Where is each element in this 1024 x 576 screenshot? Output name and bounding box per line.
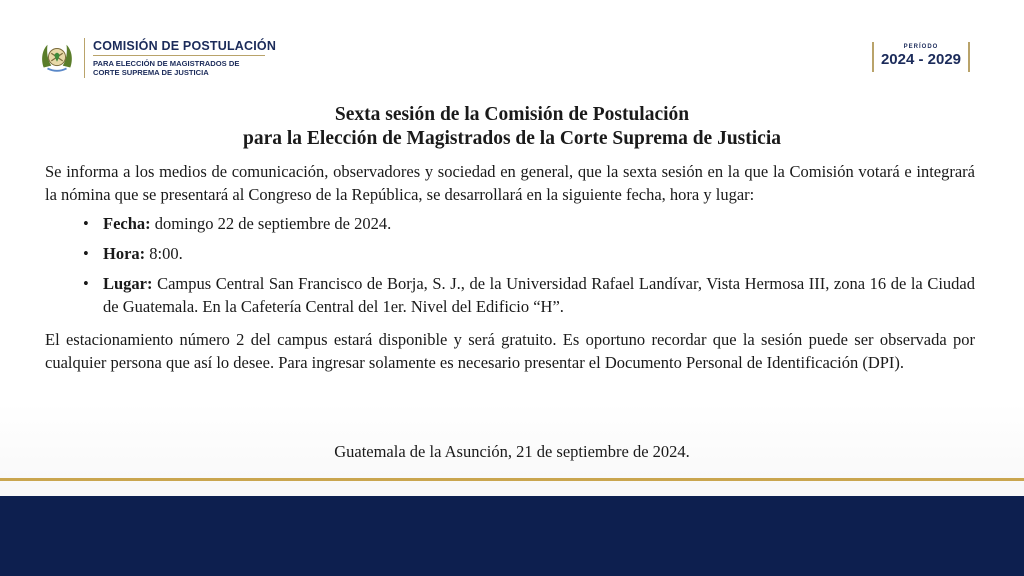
gold-divider: [0, 478, 1024, 481]
fecha-label: Fecha:: [103, 214, 151, 233]
period-bar-left: [872, 42, 874, 72]
list-item-lugar: [83, 272, 975, 318]
document-title: [0, 103, 1024, 151]
hora-label: Hora:: [103, 244, 146, 263]
closing-line: Guatemala de la Asunción, 21 de septiembre de 2024.: [334, 442, 690, 461]
list-item-fecha: [83, 212, 975, 235]
list-item-hora: [83, 242, 975, 265]
org-name-block: [93, 39, 276, 77]
document-body: [45, 160, 975, 374]
title-line-2: para la Elección de Magistrados de la Corte Suprema de Justicia: [242, 128, 782, 149]
logo-divider: [84, 38, 85, 78]
fecha-value: domingo 22 de septiembre de 2024.: [150, 214, 392, 233]
intro-paragraph: Se informa a los medios de comunicación, observadores y sociedad en general, que la sexta sesión en la que la Comisión votará e integrará la nómina que se presentará al Congreso de la República, se desarrollará en la siguiente fecha, hora y lugar:: [45, 162, 975, 204]
org-rule: [93, 55, 265, 56]
header-logo: [38, 38, 276, 78]
hora-value: 8:00.: [145, 244, 183, 263]
lugar-value: Campus Central San Francisco de Borja, S. J., de la Universidad Rafael Landívar, Vista Hermosa III, zona 16 de la Ciudad de Guatemala. En la Cafetería Central del 1er. Nivel del Edificio “H”.: [103, 274, 975, 316]
footer-band: [0, 496, 1024, 576]
org-subtitle-line1: PARA ELECCIÓN DE MAGISTRADOS DE: [93, 59, 240, 68]
period-label: PERÍODO: [903, 44, 939, 50]
coat-of-arms-icon: [38, 39, 76, 77]
period-badge: [872, 42, 970, 72]
lugar-label: Lugar:: [103, 274, 153, 293]
period-bar-right: [968, 42, 970, 72]
note-paragraph: El estacionamiento número 2 del campus estará disponible y será gratuito. Es oportuno recordar que la sesión puede ser observada por cualquier persona que así lo desee. Para ingresar solamente es necesario presentar el Documento Personal de Identificación (DPI).: [45, 330, 975, 372]
org-subtitle-line2: CORTE SUPREMA DE JUSTICIA: [93, 68, 209, 77]
title-line-1: Sexta sesión de la Comisión de Postulación: [334, 104, 690, 125]
details-list: [45, 212, 975, 318]
period-years: 2024 - 2029: [880, 51, 962, 68]
org-title: COMISIÓN DE POSTULACIÓN: [93, 39, 277, 53]
